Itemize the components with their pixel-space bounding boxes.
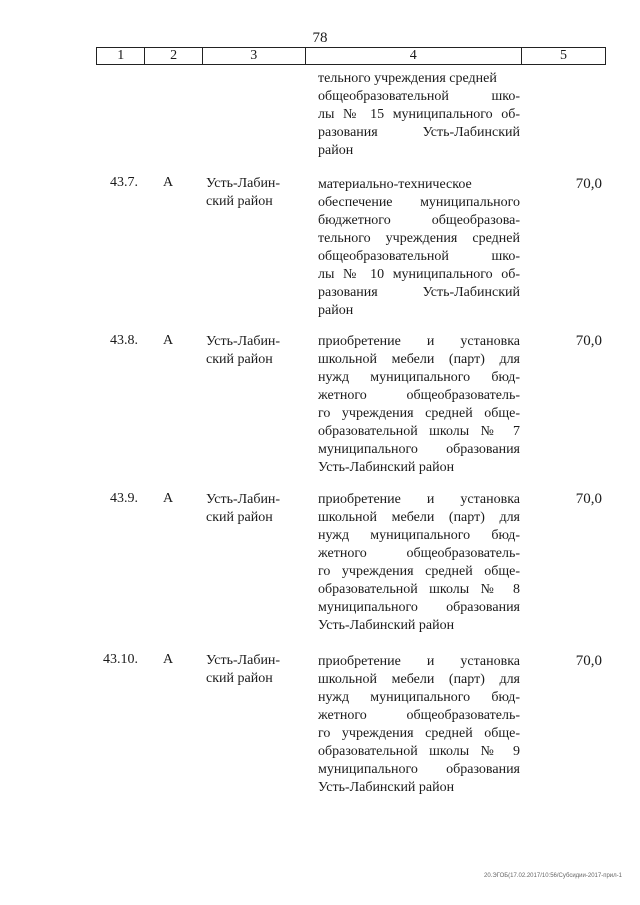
row-number: 43.9.: [110, 491, 138, 506]
desc-line: жетного общеобразователь-: [318, 708, 520, 723]
row-code: А: [163, 652, 174, 667]
desc-line: приобретение и установка: [318, 654, 520, 669]
row-district: [206, 333, 294, 369]
desc-line: образовательной школы № 7: [318, 424, 520, 439]
desc-line: нужд муниципального бюд-: [318, 690, 520, 705]
footer-document-code: 20.ЭГОБ(17.02.2017/10:56/Субсидии-2017-прил-1: [484, 873, 622, 879]
continued-description: [318, 70, 520, 160]
desc-line: бюджетного общеобразова-: [318, 213, 520, 228]
row-district: [206, 652, 294, 688]
desc-line: жетного общеобразователь-: [318, 546, 520, 561]
desc-line: обеспечение муниципального: [318, 195, 520, 210]
header-col-5: 5: [521, 48, 605, 65]
desc-line: лы № 10 муниципального об-: [318, 267, 520, 282]
district-line: Усть-Лабин-: [206, 653, 281, 668]
row-amount: 70,0: [575, 333, 602, 349]
desc-line: разования Усть-Лабинский: [318, 285, 520, 300]
row-district: [206, 491, 294, 527]
desc-line: нужд муниципального бюд-: [318, 528, 520, 543]
desc-line: образовательной школы № 8: [318, 582, 520, 597]
continued-line: общеобразовательной шко-: [318, 89, 520, 104]
district-line: Усть-Лабин-: [206, 334, 281, 349]
row-description: [318, 653, 520, 797]
row-number: 43.8.: [110, 333, 138, 348]
desc-line: нужд муниципального бюд-: [318, 370, 520, 385]
district-line: ский район: [206, 352, 273, 367]
desc-line: го учреждения средней обще-: [318, 564, 520, 579]
desc-line: го учреждения средней обще-: [318, 406, 520, 421]
header-col-4: 4: [305, 48, 521, 65]
desc-line: образовательной школы № 9: [318, 744, 520, 759]
desc-line: муниципального образования: [318, 762, 520, 777]
desc-line: материально-техническое: [318, 177, 472, 192]
row-district: [206, 175, 294, 211]
page-number: 78: [312, 30, 328, 46]
desc-line: тельного учреждения средней: [318, 231, 520, 246]
desc-line: жетного общеобразователь-: [318, 388, 520, 403]
district-line: ский район: [206, 194, 273, 209]
row-amount: 70,0: [575, 653, 602, 669]
desc-line: школьной мебели (парт) для: [318, 510, 520, 525]
row-number: 43.10.: [103, 652, 138, 667]
continued-line: тельного учреждения средней: [318, 71, 497, 86]
desc-line: район: [318, 303, 354, 318]
row-amount: 70,0: [575, 176, 602, 192]
row-code: А: [163, 491, 174, 506]
row-number: 43.7.: [110, 175, 138, 190]
district-line: ский район: [206, 671, 273, 686]
desc-line: го учреждения средней обще-: [318, 726, 520, 741]
desc-line: школьной мебели (парт) для: [318, 352, 520, 367]
desc-line: приобретение и установка: [318, 492, 520, 507]
district-line: Усть-Лабин-: [206, 492, 281, 507]
continued-line: разования Усть-Лабинский: [318, 125, 520, 140]
continued-line: район: [318, 143, 354, 158]
desc-line: муниципального образования: [318, 600, 520, 615]
desc-line: приобретение и установка: [318, 334, 520, 349]
row-code: А: [163, 175, 174, 190]
header-col-1: 1: [97, 48, 145, 65]
continued-line: лы № 15 муниципального об-: [318, 107, 520, 122]
desc-line: Усть-Лабинский район: [318, 460, 455, 475]
header-col-2: 2: [145, 48, 202, 65]
row-description: [318, 333, 520, 477]
desc-line: школьной мебели (парт) для: [318, 672, 520, 687]
row-code: А: [163, 333, 174, 348]
row-description: [318, 176, 520, 320]
district-line: ский район: [206, 510, 273, 525]
desc-line: Усть-Лабинский район: [318, 780, 455, 795]
row-description: [318, 491, 520, 635]
column-number-header: [96, 47, 606, 65]
row-amount: 70,0: [575, 491, 602, 507]
header-col-3: 3: [202, 48, 305, 65]
desc-line: муниципального образования: [318, 442, 520, 457]
district-line: Усть-Лабин-: [206, 176, 281, 191]
desc-line: Усть-Лабинский район: [318, 618, 455, 633]
desc-line: общеобразовательной шко-: [318, 249, 520, 264]
